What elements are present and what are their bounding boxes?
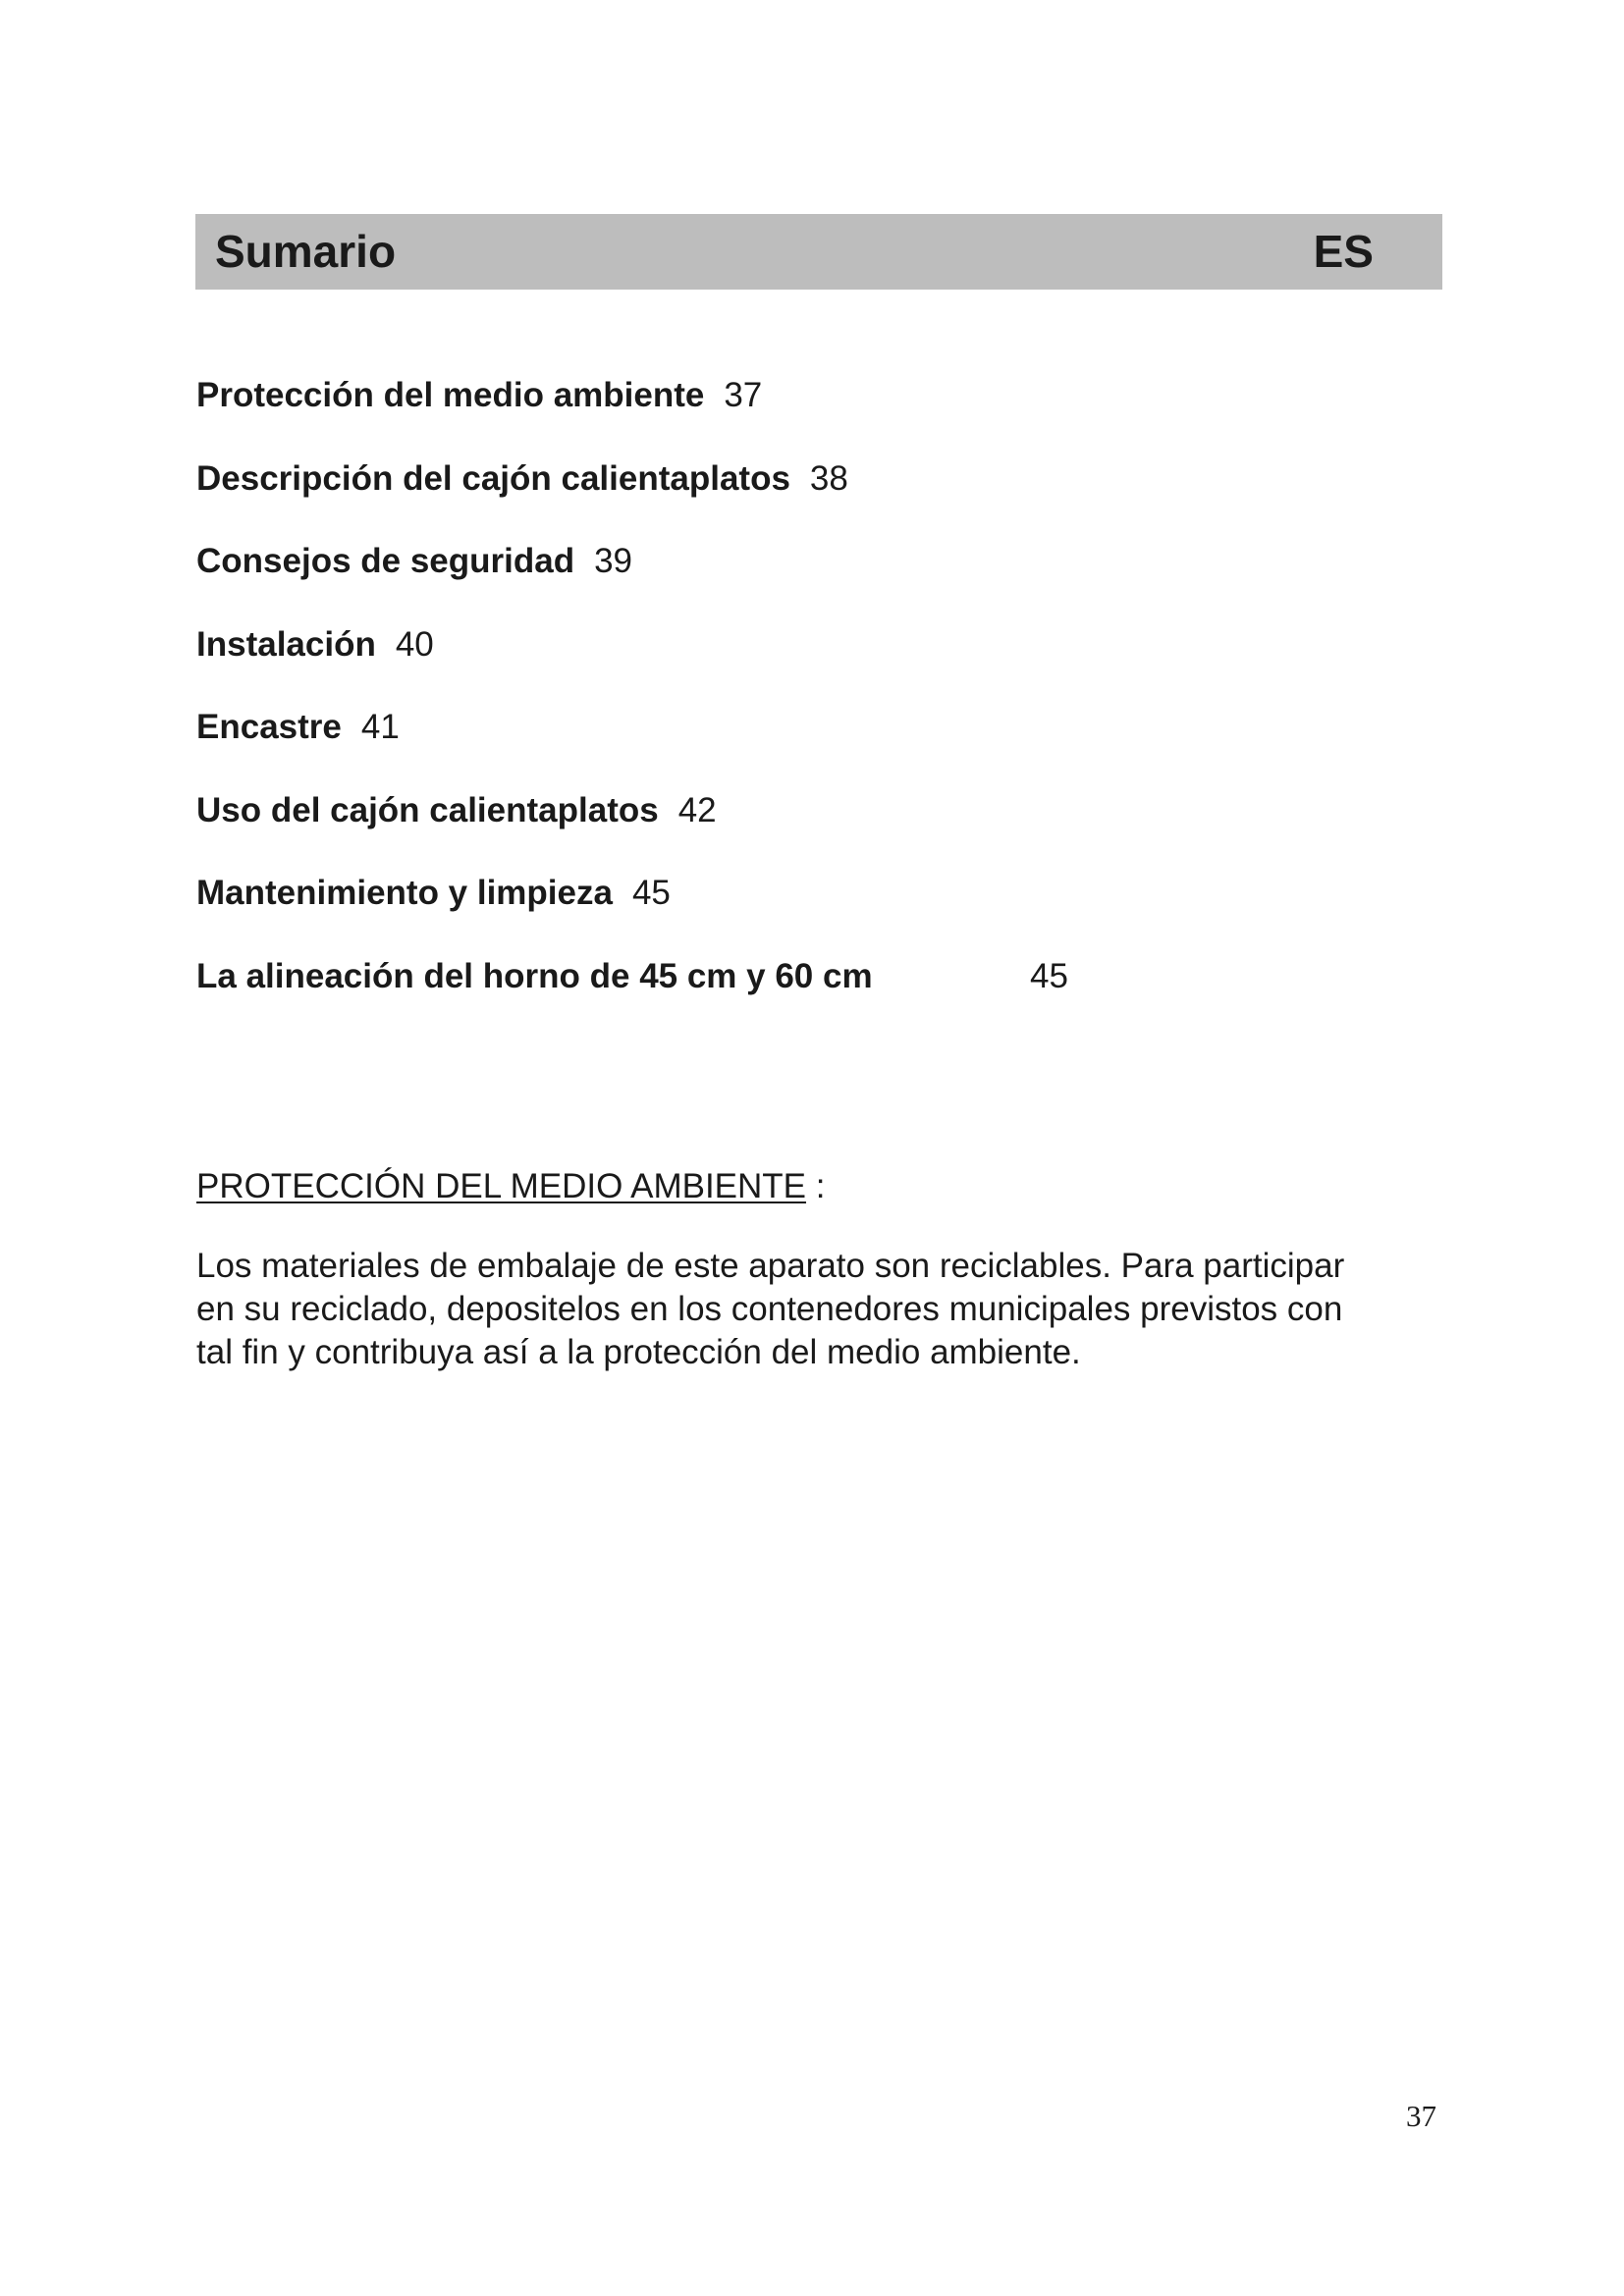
toc-entry-title: Uso del cajón calientaplatos — [196, 790, 659, 829]
body-line: Los materiales de embalaje de este aparato son reciclables. Para participar — [196, 1247, 1345, 1285]
toc-entry-page: 38 — [809, 458, 848, 498]
page-number: 37 — [1406, 2099, 1436, 2133]
toc-entry[interactable] — [196, 371, 1276, 454]
toc-entry[interactable] — [196, 952, 1276, 1036]
toc-entry-title: Descripción del cajón calientaplatos — [196, 458, 790, 498]
section-body — [196, 1245, 1443, 1374]
body-line: en su reciclado, depositelos en los contenedores municipales previstos con — [196, 1290, 1343, 1328]
summary-header-bar — [195, 214, 1442, 290]
toc-entry-title: Consejos de seguridad — [196, 542, 575, 580]
summary-title: Sumario — [215, 226, 397, 277]
toc-entry-page: 40 — [395, 624, 434, 664]
toc-entry[interactable] — [196, 454, 1276, 538]
toc-entry-title: Encastre — [196, 708, 342, 746]
section-heading — [196, 1162, 825, 1211]
toc-entry-page: 45 — [631, 874, 671, 912]
toc-entry[interactable] — [196, 537, 1276, 620]
toc-entry[interactable] — [196, 703, 1276, 786]
toc-entry-title: Protección del medio ambiente — [196, 376, 705, 414]
toc-entry-page: 41 — [360, 708, 400, 746]
toc-entry-title: Mantenimiento y limpieza — [196, 874, 613, 912]
toc-entry-page: 39 — [594, 542, 633, 580]
toc-entry[interactable] — [196, 869, 1276, 952]
toc-entry-title: Instalación — [196, 624, 376, 664]
toc-entry-page: 37 — [724, 376, 763, 414]
table-of-contents — [196, 371, 1276, 1035]
toc-entry-page: 45 — [1030, 956, 1068, 995]
toc-entry[interactable] — [196, 620, 1276, 704]
toc-entry[interactable] — [196, 786, 1276, 870]
toc-entry-page: 42 — [677, 790, 717, 829]
body-line: tal fin y contribuya así a la protección del medio ambiente. — [196, 1333, 1081, 1371]
toc-entry-title: La alineación del horno de 45 cm y 60 cm — [196, 956, 873, 995]
language-code: ES — [1313, 226, 1374, 277]
section-heading-suffix: : — [806, 1167, 826, 1205]
section-heading-text: PROTECCIÓN DEL MEDIO AMBIENTE — [196, 1167, 807, 1205]
